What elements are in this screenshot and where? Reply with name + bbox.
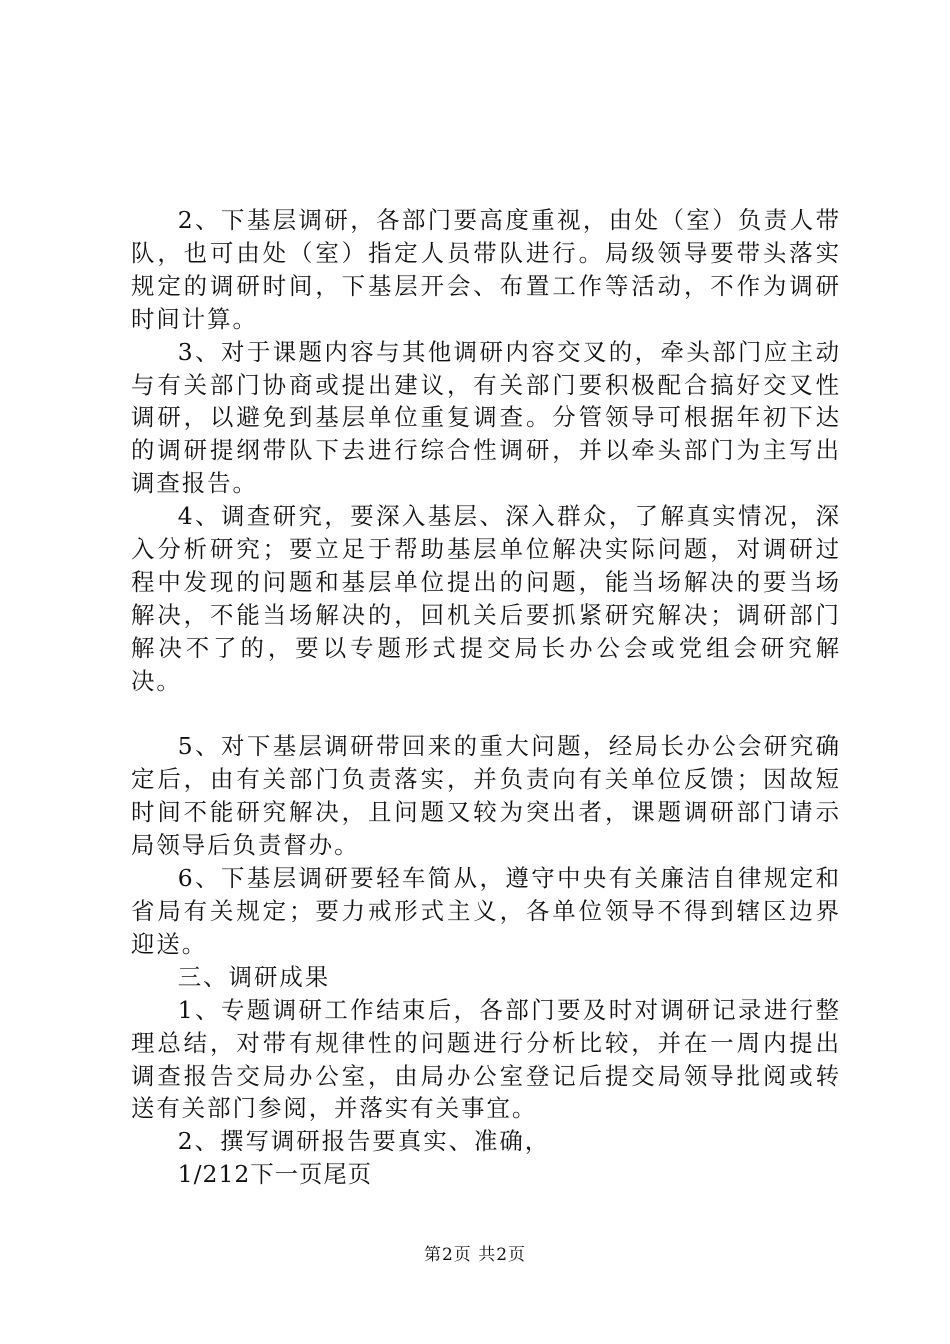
page-footer: 第2页 共2页	[423, 1245, 527, 1265]
document-body	[131, 204, 841, 1191]
paragraph-results-2: 2、撰写调研报告要真实、准确，	[177, 1127, 551, 1156]
paragraph-item-3: 3、对于课题内容与其他调研内容交叉的，牵头部门应主动与有关部门协商或提出建议，有关部门要积极配合搞好交叉性调研，以避免到基层单位重复调查。分管领导可根据年初下达的调研提纲带队下去进行综合性调研，并以牵头部门为主写出调查报告。	[131, 337, 841, 498]
section-heading-results: 三、调研成果	[177, 962, 331, 991]
paragraph-item-4: 4、调查研究，要深入基层、深入群众，了解真实情况，深入分析研究；要立足于帮助基层单位解决实际问题，对调研过程中发现的问题和基层单位提出的问题，能当场解决的要当场解决，不能当场解决的，回机关后要抓紧研究解决；调研部门解决不了的，要以专题形式提交局长办公会或党组会研究解决。	[131, 502, 841, 695]
paragraph-item-5: 5、对下基层调研带回来的重大问题，经局长办公会研究确定后，由有关部门负责落实，并负责向有关单位反馈；因故短时间不能研究解决，且问题又较为突出者，课题调研部门请示局领导后负责督办。	[131, 732, 841, 860]
paragraph-item-6: 6、下基层调研要轻车简从，遵守中央有关廉洁自律规定和省局有关规定；要力戒形式主义，各单位领导不得到辖区边界迎送。	[131, 864, 841, 958]
paragraph-item-2: 2、下基层调研，各部门要高度重视，由处（室）负责人带队，也可由处（室）指定人员带队进行。局级领导要带头落实规定的调研时间，下基层开会、布置工作等活动，不作为调研时间计算。	[131, 206, 841, 333]
paragraph-results-1: 1、专题调研工作结束后，各部门要及时对调研记录进行整理总结，对带有规律性的问题进行分析比较，并在一周内提出调查报告交局办公室，由局办公室登记后提交局领导批阅或转送有关部门参阅，并落实有关事宜。	[131, 995, 841, 1123]
pagination-text: 1/212下一页尾页	[177, 1160, 373, 1189]
